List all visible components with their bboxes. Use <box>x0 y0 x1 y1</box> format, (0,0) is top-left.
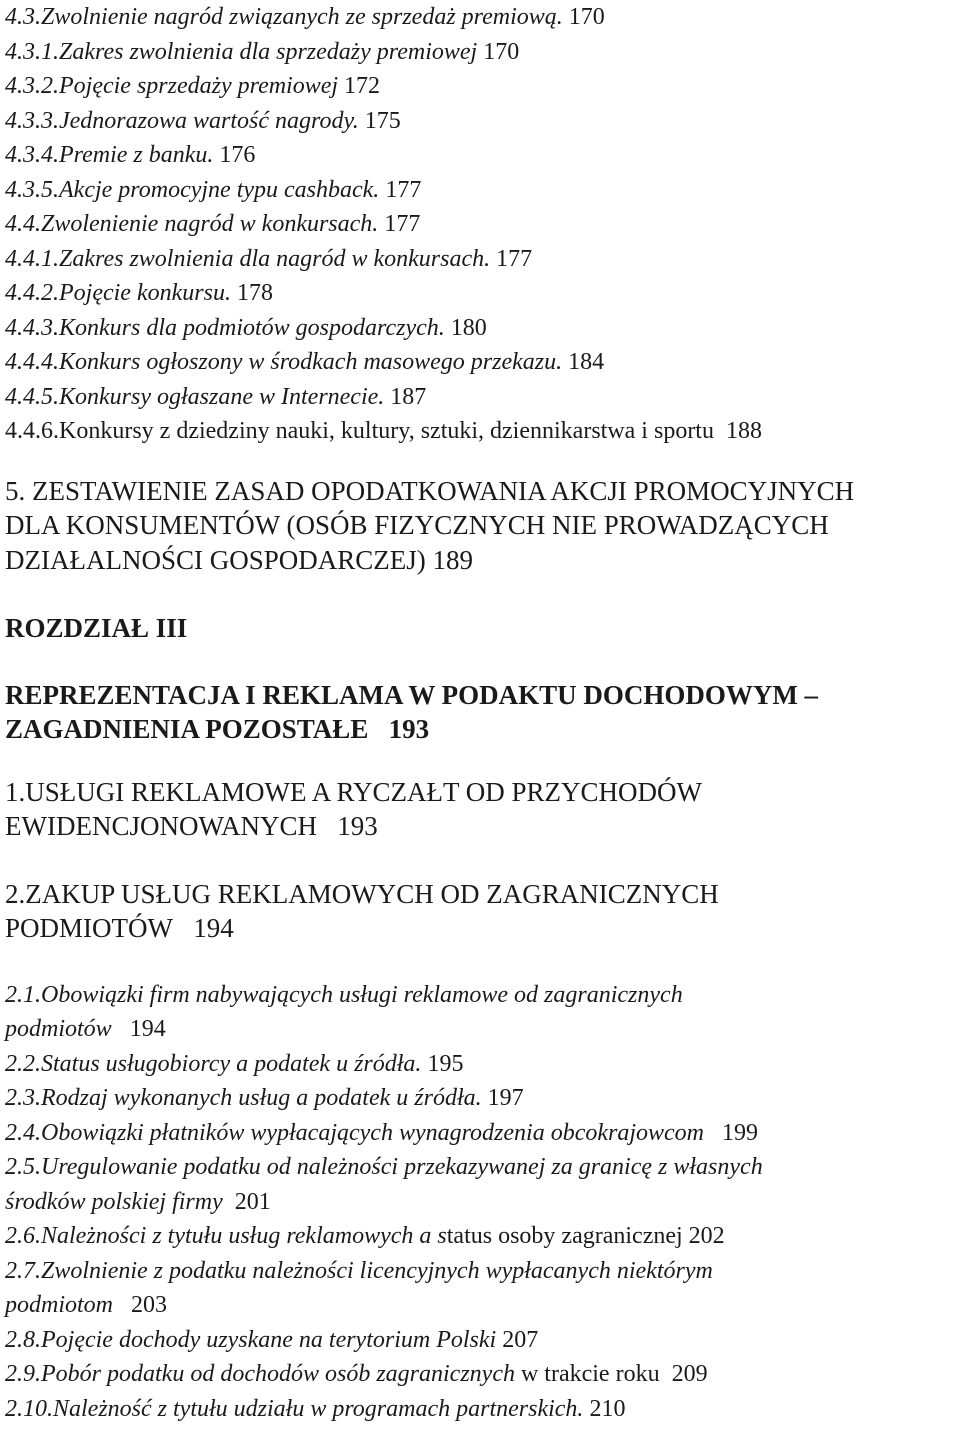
section-2-heading <box>5 877 955 946</box>
toc-entry: 2.5.Uregulowanie podatku od należności przekazywanej za granicę z własnych <box>5 1154 763 1180</box>
chapter-label: ROZDZIAŁ III <box>5 613 188 643</box>
section-5-line: DZIAŁALNOŚCI GOSPODARCZEJ) 189 <box>5 544 474 575</box>
toc-entry-continued: podmiotom 203 <box>5 1292 167 1318</box>
toc-entry: 4.4.Zwolenienie nagród w konkursach. 177 <box>5 211 421 237</box>
toc-entry: 4.3.5.Akcje promocyjne typu cashback. 177 <box>5 176 422 203</box>
toc-entry-continued: środków polskiej firmy 201 <box>5 1188 271 1215</box>
toc-entry: 2.8.Pojęcie dochody uzyskane na terytorium Polski 207 <box>5 1326 539 1353</box>
toc-entry: 4.4.6.Konkursy z dziedziny nauki, kultury, sztuki, dziennikarstwa i sportu 188 <box>5 418 762 444</box>
section-1-heading <box>5 775 955 844</box>
section-5-heading <box>5 474 955 578</box>
toc-block-2 <box>5 978 955 1427</box>
chapter-title-line: REPREZENTACJA I REKLAMA W PODAKTU DOCHODOWYM – <box>5 679 819 710</box>
toc-entry: 4.3.3.Jednorazowa wartość nagrody. 175 <box>5 107 401 134</box>
section-2-line: 2.ZAKUP USŁUG REKLAMOWYCH OD ZAGRANICZNYCH <box>5 878 719 909</box>
toc-entry: 4.3.4.Premie z banku. 176 <box>5 142 256 168</box>
toc-block-4 <box>5 0 955 449</box>
toc-entry: 2.3.Rodzaj wykonanych usług a podatek u źródła. 197 <box>5 1085 524 1111</box>
toc-entry: 2.1.Obowiązki firm nabywających usługi reklamowe od zagranicznych <box>5 981 683 1008</box>
toc-entry: 4.4.4.Konkurs ogłoszony w środkach masowego przekazu. 184 <box>5 349 605 375</box>
chapter-title <box>5 678 955 747</box>
toc-entry: 4.4.2.Pojęcie konkursu. 178 <box>5 280 273 306</box>
toc-entry: 2.9.Pobór podatku od dochodów osób zagranicznych w trakcie roku 209 <box>5 1361 708 1387</box>
section-1-line: EWIDENCJONOWANYCH 193 <box>5 811 378 841</box>
section-5-line: 5. ZESTAWIENIE ZASAD OPODATKOWANIA AKCJI PROMOCYJNYCH <box>5 475 855 506</box>
toc-entry: 4.4.5.Konkursy ogłaszane w Internecie. 187 <box>5 383 427 410</box>
toc-entry-continued: podmiotów 194 <box>5 1016 166 1042</box>
toc-entry: 4.3.2.Pojęcie sprzedaży premiowej 172 <box>5 73 381 99</box>
toc-entry: 4.4.1.Zakres zwolnienia dla nagród w konkursach. 177 <box>5 245 533 272</box>
toc-entry: 4.3.1.Zakres zwolnienia dla sprzedaży premiowej 170 <box>5 38 520 65</box>
toc-entry: 2.2.Status usługobiorcy a podatek u źródła. 195 <box>5 1050 464 1077</box>
toc-page <box>5 0 955 1426</box>
toc-entry: 2.7.Zwolnienie z podatku należności licencyjnych wypłacanych niektórym <box>5 1257 713 1284</box>
section-1-line: 1.USŁUGI REKLAMOWE A RYCZAŁT OD PRZYCHODÓW <box>5 776 703 807</box>
toc-entry: 4.3.Zwolnienie nagród związanych ze sprzedaż premiową. 170 <box>5 4 605 30</box>
section-2-line: PODMIOTÓW 194 <box>5 913 234 943</box>
toc-entry: 2.6.Należności z tytułu usług reklamowych a status osoby zagranicznej 202 <box>5 1223 725 1249</box>
toc-entry: 2.10.Należność z tytułu udziału w programach partnerskich. 210 <box>5 1395 626 1422</box>
toc-entry: 4.4.3.Konkurs dla podmiotów gospodarczych. 180 <box>5 314 487 341</box>
chapter-title-line: ZAGADNIENIA POZOSTAŁE 193 <box>5 714 430 744</box>
toc-entry: 2.4.Obowiązki płatników wypłacających wynagrodzenia obcokrajowcom 199 <box>5 1119 759 1146</box>
section-5-line: DLA KONSUMENTÓW (OSÓB FIZYCZNYCH NIE PROWADZĄCYCH <box>5 510 829 540</box>
